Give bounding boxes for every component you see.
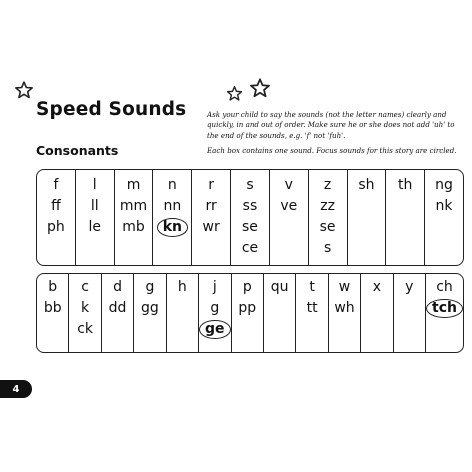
sound: se (242, 219, 258, 235)
sound: ph (47, 219, 65, 235)
sound: se (319, 219, 336, 235)
sound-box (198, 274, 231, 352)
sound-box (328, 274, 360, 352)
sound: t (309, 279, 315, 295)
sound: dd (108, 300, 127, 316)
focus-sound: ge (199, 320, 231, 339)
sound: zz (320, 198, 335, 214)
sound-box (68, 274, 100, 352)
star-outline-icon (226, 85, 243, 102)
sound-box (269, 170, 308, 265)
sound: le (88, 219, 101, 235)
sound-box (152, 170, 191, 265)
sound-box (230, 170, 269, 265)
sound-box (101, 274, 133, 352)
sound: j (212, 279, 217, 295)
sound: mb (122, 219, 145, 235)
sound: f (53, 177, 59, 193)
sound: s (323, 240, 332, 256)
sound: p (242, 279, 252, 295)
sound: wr (202, 219, 220, 235)
sound: x (372, 279, 382, 295)
sound: h (177, 279, 187, 295)
sound: b (48, 279, 58, 295)
sound: ce (241, 240, 259, 256)
sound: ve (280, 198, 298, 214)
page-number: 4 (0, 380, 32, 398)
sound: th (398, 177, 413, 193)
sound: gg (141, 300, 159, 316)
sound-box (133, 274, 165, 352)
sound: mm (119, 198, 148, 214)
sound-box (263, 274, 295, 352)
sound: w (338, 279, 351, 295)
sound: k (81, 300, 90, 316)
sound: rr (205, 198, 217, 214)
consonant-grid-row-1 (36, 169, 464, 266)
sound-box (37, 274, 68, 352)
sound: g (210, 300, 220, 316)
sound-box (385, 170, 424, 265)
sound: nk (435, 198, 453, 214)
sound: c (81, 279, 89, 295)
focus-sound: tch (426, 299, 463, 318)
instructions-text: Ask your child to say the sounds (not the letter names) clearly and quickly, in and out of order. Make sure he or she does not add 'uh' to the end of the sounds, e.g. 'f' not 'fuh'. (207, 110, 455, 140)
sound-box (114, 170, 153, 265)
sound: m (126, 177, 141, 193)
sound: ss (242, 198, 258, 214)
sound-box (424, 170, 463, 265)
sound-box (75, 170, 114, 265)
sound: y (405, 279, 414, 295)
sound: s (246, 177, 254, 193)
sound: tt (306, 300, 318, 316)
sound: g (145, 279, 155, 295)
sound-box (425, 274, 463, 352)
sound: bb (43, 300, 62, 316)
note-text: Each box contains one sound. Focus sounds for this story are circled. (207, 146, 457, 155)
sound: ng (435, 177, 453, 193)
star-outline-icon (14, 80, 34, 100)
consonant-grid-row-2 (36, 273, 464, 353)
sound: ch (436, 279, 453, 295)
sound: d (113, 279, 122, 295)
sound-box (37, 170, 75, 265)
sound: pp (238, 300, 257, 316)
sound-box (231, 274, 263, 352)
sound-box (360, 274, 392, 352)
page-title: Speed Sounds (36, 99, 187, 120)
star-outline-icon (249, 77, 271, 99)
sound-box (347, 170, 386, 265)
sound: qu (270, 279, 289, 295)
sound: wh (334, 300, 355, 316)
sound-box (166, 274, 198, 352)
sound: ff (51, 198, 61, 214)
sound-box (393, 274, 425, 352)
sound: l (92, 177, 97, 193)
sound: sh (358, 177, 375, 193)
sound: nn (163, 198, 182, 214)
sound: ck (77, 321, 94, 337)
focus-sound: kn (157, 218, 188, 237)
sound: ll (90, 198, 99, 214)
sound-box (308, 170, 347, 265)
sound: r (208, 177, 215, 193)
sound: z (323, 177, 332, 193)
sound-box (295, 274, 327, 352)
sound-box (191, 170, 230, 265)
section-subtitle: Consonants (36, 143, 119, 158)
sound: n (167, 177, 177, 193)
sound: v (284, 177, 293, 193)
